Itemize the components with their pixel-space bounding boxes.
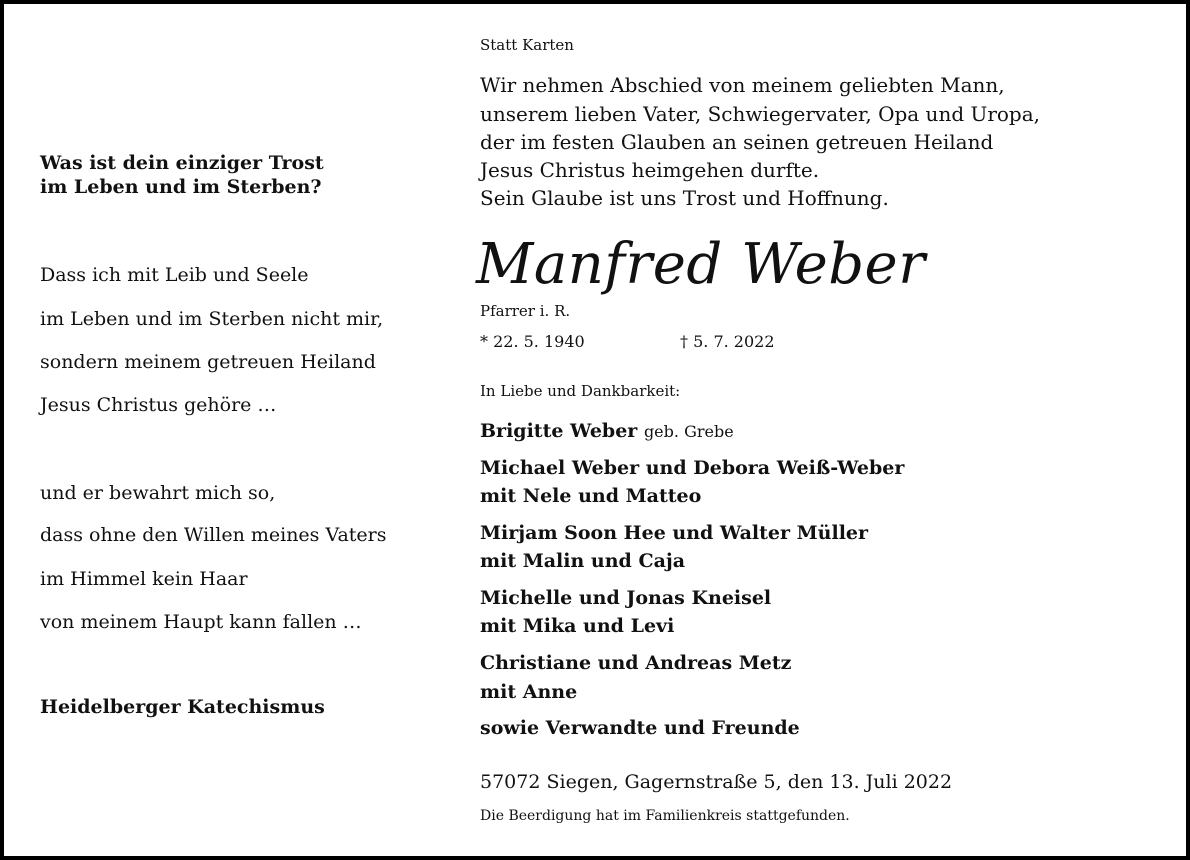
address-date-line: 57072 Siegen, Gagernstraße 5, den 13. Juli 2022 — [480, 771, 953, 793]
family-line-4: Mirjam Soon Hee und Walter Müller — [480, 522, 869, 544]
intro-line-1: Wir nehmen Abschied von meinem geliebten Mann, — [480, 73, 1005, 97]
catechism-answer-line-7: im Himmel kein Haar — [40, 568, 248, 590]
family-line-10: sowie Verwandte und Freunde — [480, 717, 800, 739]
catechism-answer-line-1: Dass ich mit Leib und Seele — [40, 264, 309, 286]
catechism-answer-line-3: sondern meinem getreuen Heiland — [40, 351, 376, 373]
death-date: † 5. 7. 2022 — [680, 332, 775, 351]
family-line-8: Christiane und Andreas Metz — [480, 652, 792, 674]
family-line-5: mit Malin und Caja — [480, 550, 686, 572]
family-line-9: mit Anne — [480, 681, 578, 703]
intro-line-4: Jesus Christus heimgehen durfte. — [480, 158, 820, 182]
widow-name: Brigitte Weber — [480, 420, 638, 442]
intro-line-2: unserem lieben Vater, Schwiegervater, Opa und Uropa, — [480, 102, 1041, 126]
catechism-question-line-1: Was ist dein einziger Trost — [40, 152, 324, 174]
birth-date: * 22. 5. 1940 — [480, 332, 585, 351]
funeral-note: Die Beerdigung hat im Familienkreis stattgefunden. — [480, 808, 850, 824]
family-line-6: Michelle und Jonas Kneisel — [480, 587, 772, 609]
catechism-answer-line-6: dass ohne den Willen meines Vaters — [40, 524, 387, 546]
catechism-source: Heidelberger Katechismus — [40, 696, 325, 718]
catechism-answer-line-2: im Leben und im Sterben nicht mir, — [40, 308, 384, 330]
catechism-question-line-2: im Leben und im Sterben? — [40, 176, 322, 198]
catechism-answer-line-8: von meinem Haupt kann fallen … — [40, 611, 362, 633]
in-love-label: In Liebe und Dankbarkeit: — [480, 382, 681, 400]
family-line-7: mit Mika und Levi — [480, 615, 675, 637]
family-line-2: Michael Weber und Debora Weiß-Weber — [480, 457, 905, 479]
deceased-title: Pfarrer i. R. — [480, 302, 571, 320]
family-line-1 — [480, 420, 734, 442]
maiden-name: geb. Grebe — [643, 422, 734, 441]
intro-line-5: Sein Glaube ist uns Trost und Hoffnung. — [480, 186, 889, 210]
intro-line-3: der im festen Glauben an seinen getreuen Heiland — [480, 130, 994, 154]
catechism-answer-line-5: und er bewahrt mich so, — [40, 482, 276, 504]
deceased-name: Manfred Weber — [476, 232, 926, 297]
statt-karten-label: Statt Karten — [480, 36, 574, 54]
catechism-answer-line-4: Jesus Christus gehöre … — [40, 394, 277, 416]
family-line-3: mit Nele und Matteo — [480, 485, 702, 507]
